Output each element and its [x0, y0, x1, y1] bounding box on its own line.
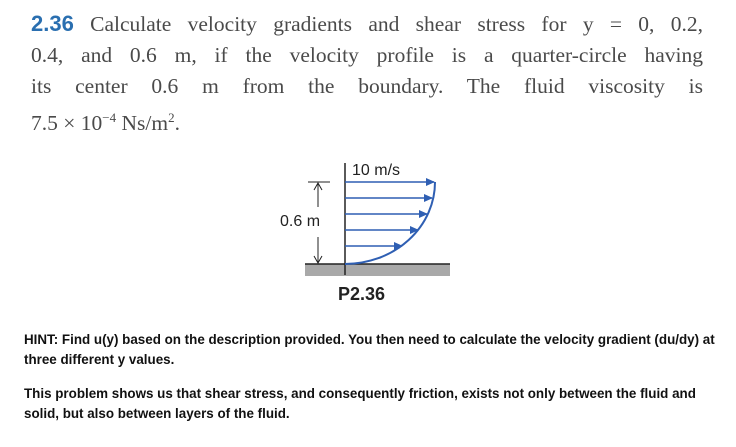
viscosity-base: 7.5 × 10: [31, 111, 103, 136]
viscosity-end: .: [174, 111, 180, 136]
problem-line-2: 0.4, and 0.6 m, if the velocity profile is a quarter-circle having: [31, 43, 703, 67]
figure-caption: P2.36: [338, 284, 386, 304]
problem-number: 2.36: [31, 11, 74, 36]
velocity-label: 10 m/s: [352, 162, 401, 179]
boundary-wall: [305, 264, 450, 276]
problem-text-1: Calculate velocity gradients and shear stress for y = 0, 0.2,: [90, 12, 703, 36]
hint-text: HINT: Find u(y) based on the description provided. You then need to calculate the velocity gradient (du/dy) at three different y values.: [24, 332, 715, 367]
problem-line-3: its center 0.6 m from the boundary. The fluid viscosity is: [31, 74, 703, 98]
viscosity-exponent: −4: [102, 110, 117, 125]
note-text: This problem shows us that shear stress, and consequently friction, exists not only between the fluid and solid, but also between layers of the fluid.: [24, 386, 696, 421]
height-label: 0.6 m: [280, 213, 321, 230]
velocity-profile-curve: [345, 182, 435, 264]
viscosity-unit: Ns/m: [116, 111, 169, 136]
viscosity-unit-exponent: 2: [168, 110, 175, 125]
